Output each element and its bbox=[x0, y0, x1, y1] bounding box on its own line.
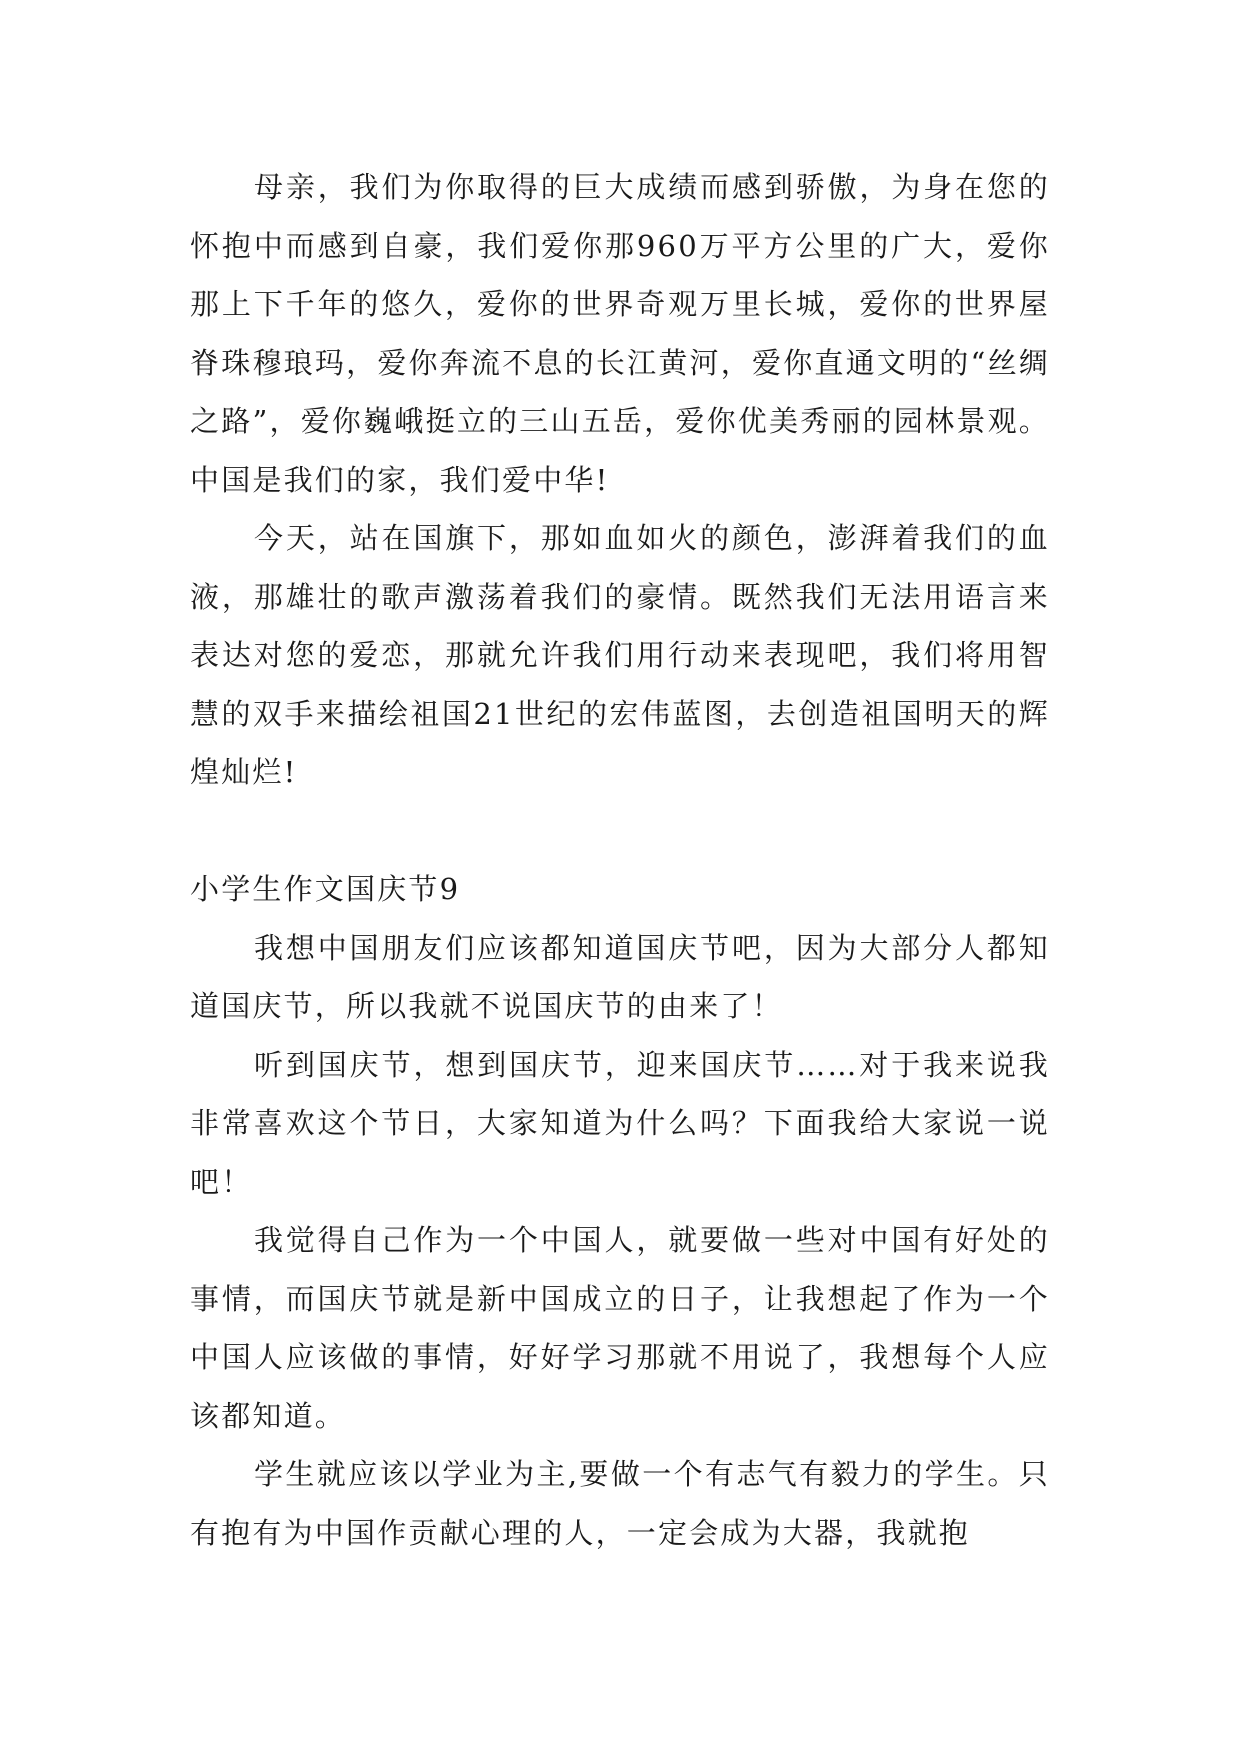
paragraph: 我觉得自己作为一个中国人，就要做一些对中国有好处的事情，而国庆节就是新中国成立的日子，让我想起了作为一个中国人应该做的事情，好好学习那就不用说了，我想每个人应该都知道。 bbox=[190, 1223, 1050, 1433]
paragraph: 我想中国朋友们应该都知道国庆节吧，因为大部分人都知道国庆节，所以我就不说国庆节的由来了！ bbox=[190, 930, 1050, 1023]
paragraph: 听到国庆节，想到国庆节，迎来国庆节……对于我来说我非常喜欢这个节日，大家知道为什么吗？下面我给大家说一说吧！ bbox=[190, 1047, 1050, 1199]
paragraph: 学生就应该以学业为主,要做一个有志气有毅力的学生。只有抱有为中国作贡献心理的人，一定会成为大器，我就抱 bbox=[190, 1457, 1050, 1550]
paragraph: 母亲，我们为你取得的巨大成绩而感到骄傲，为身在您的怀抱中而感到自豪，我们爱你那960万平方公里的广大，爱你那上下千年的悠久，爱你的世界奇观万里长城，爱你的世界屋脊珠穆琅玛，爱你奔流不息的长江黄河，爱你直通文明的“丝绸之路”，爱你巍峨挺立的三山五岳，爱你优美秀丽的园林景观。中国是我们的家，我们爱中华! bbox=[190, 170, 1050, 497]
section-heading: 小学生作文国庆节9 bbox=[190, 872, 461, 906]
document-body bbox=[190, 158, 1050, 1562]
paragraph: 今天，站在国旗下，那如血如火的颜色，澎湃着我们的血液，那雄壮的歌声激荡着我们的豪情。既然我们无法用语言来表达对您的爱恋，那就允许我们用行动来表现吧，我们将用智慧的双手来描绘祖国21世纪的宏伟蓝图，去创造祖国明天的辉煌灿烂! bbox=[190, 521, 1050, 789]
section-spacer bbox=[190, 802, 1050, 861]
